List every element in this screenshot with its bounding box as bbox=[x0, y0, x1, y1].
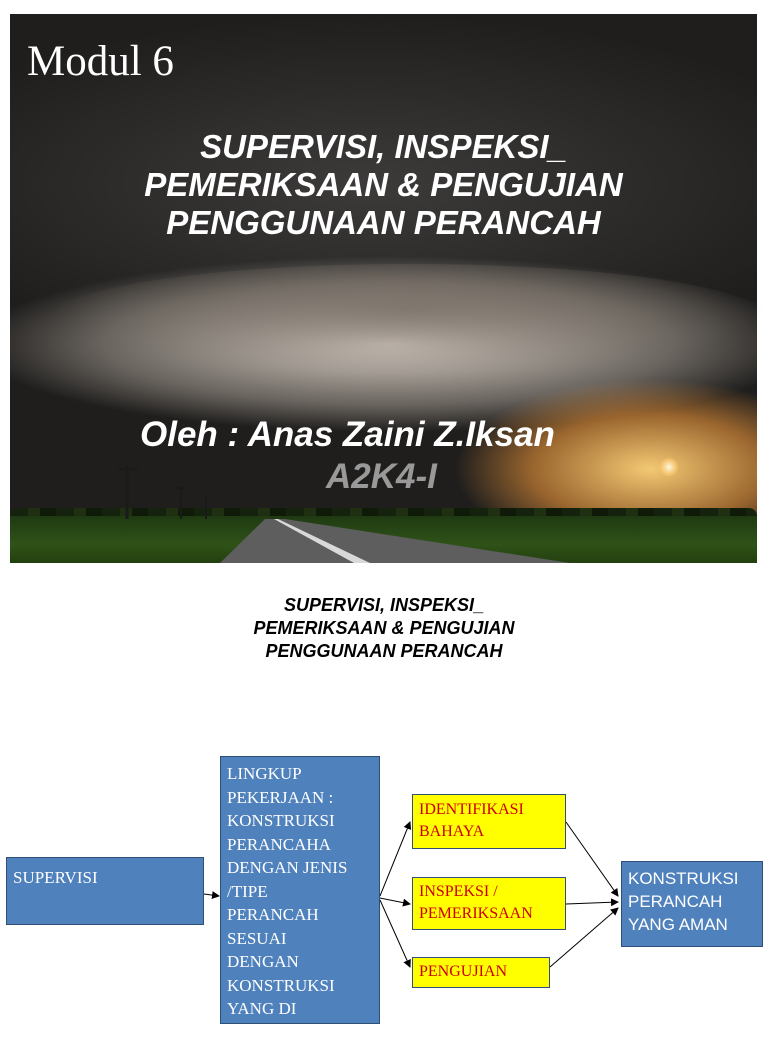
slide-title-line: PENGGUNAAN PERANCAH bbox=[166, 204, 601, 241]
inspeksi-label: INSPEKSI / PEMERIKSAAN bbox=[419, 883, 533, 922]
arrow-lingkup-identifikasi bbox=[380, 822, 410, 896]
author-code: A2K4-I bbox=[326, 457, 437, 496]
arrow-identifikasi-konstruksi bbox=[566, 822, 618, 896]
slide-title-line: SUPERVISI, INSPEKSI_ bbox=[200, 128, 567, 165]
slide-title-line: PEMERIKSAAN & PENGUJIAN bbox=[144, 166, 623, 203]
inspeksi-box bbox=[412, 877, 566, 930]
module-number: Modul 6 bbox=[27, 38, 174, 85]
pengujian-label: PENGUJIAN bbox=[419, 963, 507, 980]
diagram-title-line: PENGGUNAAN PERANCAH bbox=[265, 641, 503, 661]
arrow-lingkup-inspeksi bbox=[380, 898, 410, 904]
identifikasi-box bbox=[412, 794, 566, 849]
diagram-title-line: SUPERVISI, INSPEKSI_ bbox=[283, 595, 485, 615]
author-name: Oleh : Anas Zaini Z.Iksan bbox=[140, 415, 555, 454]
identifikasi-label: IDENTIFIKASI BAHAYA bbox=[419, 801, 524, 840]
lingkup-label: LINGKUP PEKERJAAN : KONSTRUKSI PERANCAHA DENGAN JENIS /TIPE PERANCAH SESUAI DENGAN KONSTRUKSI YANG DI TOPANG bbox=[227, 764, 348, 1042]
pengujian-box bbox=[412, 957, 550, 988]
supervisi-box bbox=[6, 857, 204, 925]
konstruksi-label: KONSTRUKSI PERANCAH YANG AMAN bbox=[628, 869, 739, 934]
arrow-supervisi-lingkup bbox=[204, 894, 219, 896]
konstruksi-box bbox=[621, 861, 763, 947]
lingkup-box bbox=[220, 756, 380, 1042]
arrow-inspeksi-konstruksi bbox=[566, 902, 618, 904]
diagram-title-line: PEMERIKSAAN & PENGUJIAN bbox=[253, 618, 515, 638]
supervisi-label: SUPERVISI bbox=[13, 868, 98, 887]
arrow-lingkup-pengujian bbox=[380, 900, 410, 967]
